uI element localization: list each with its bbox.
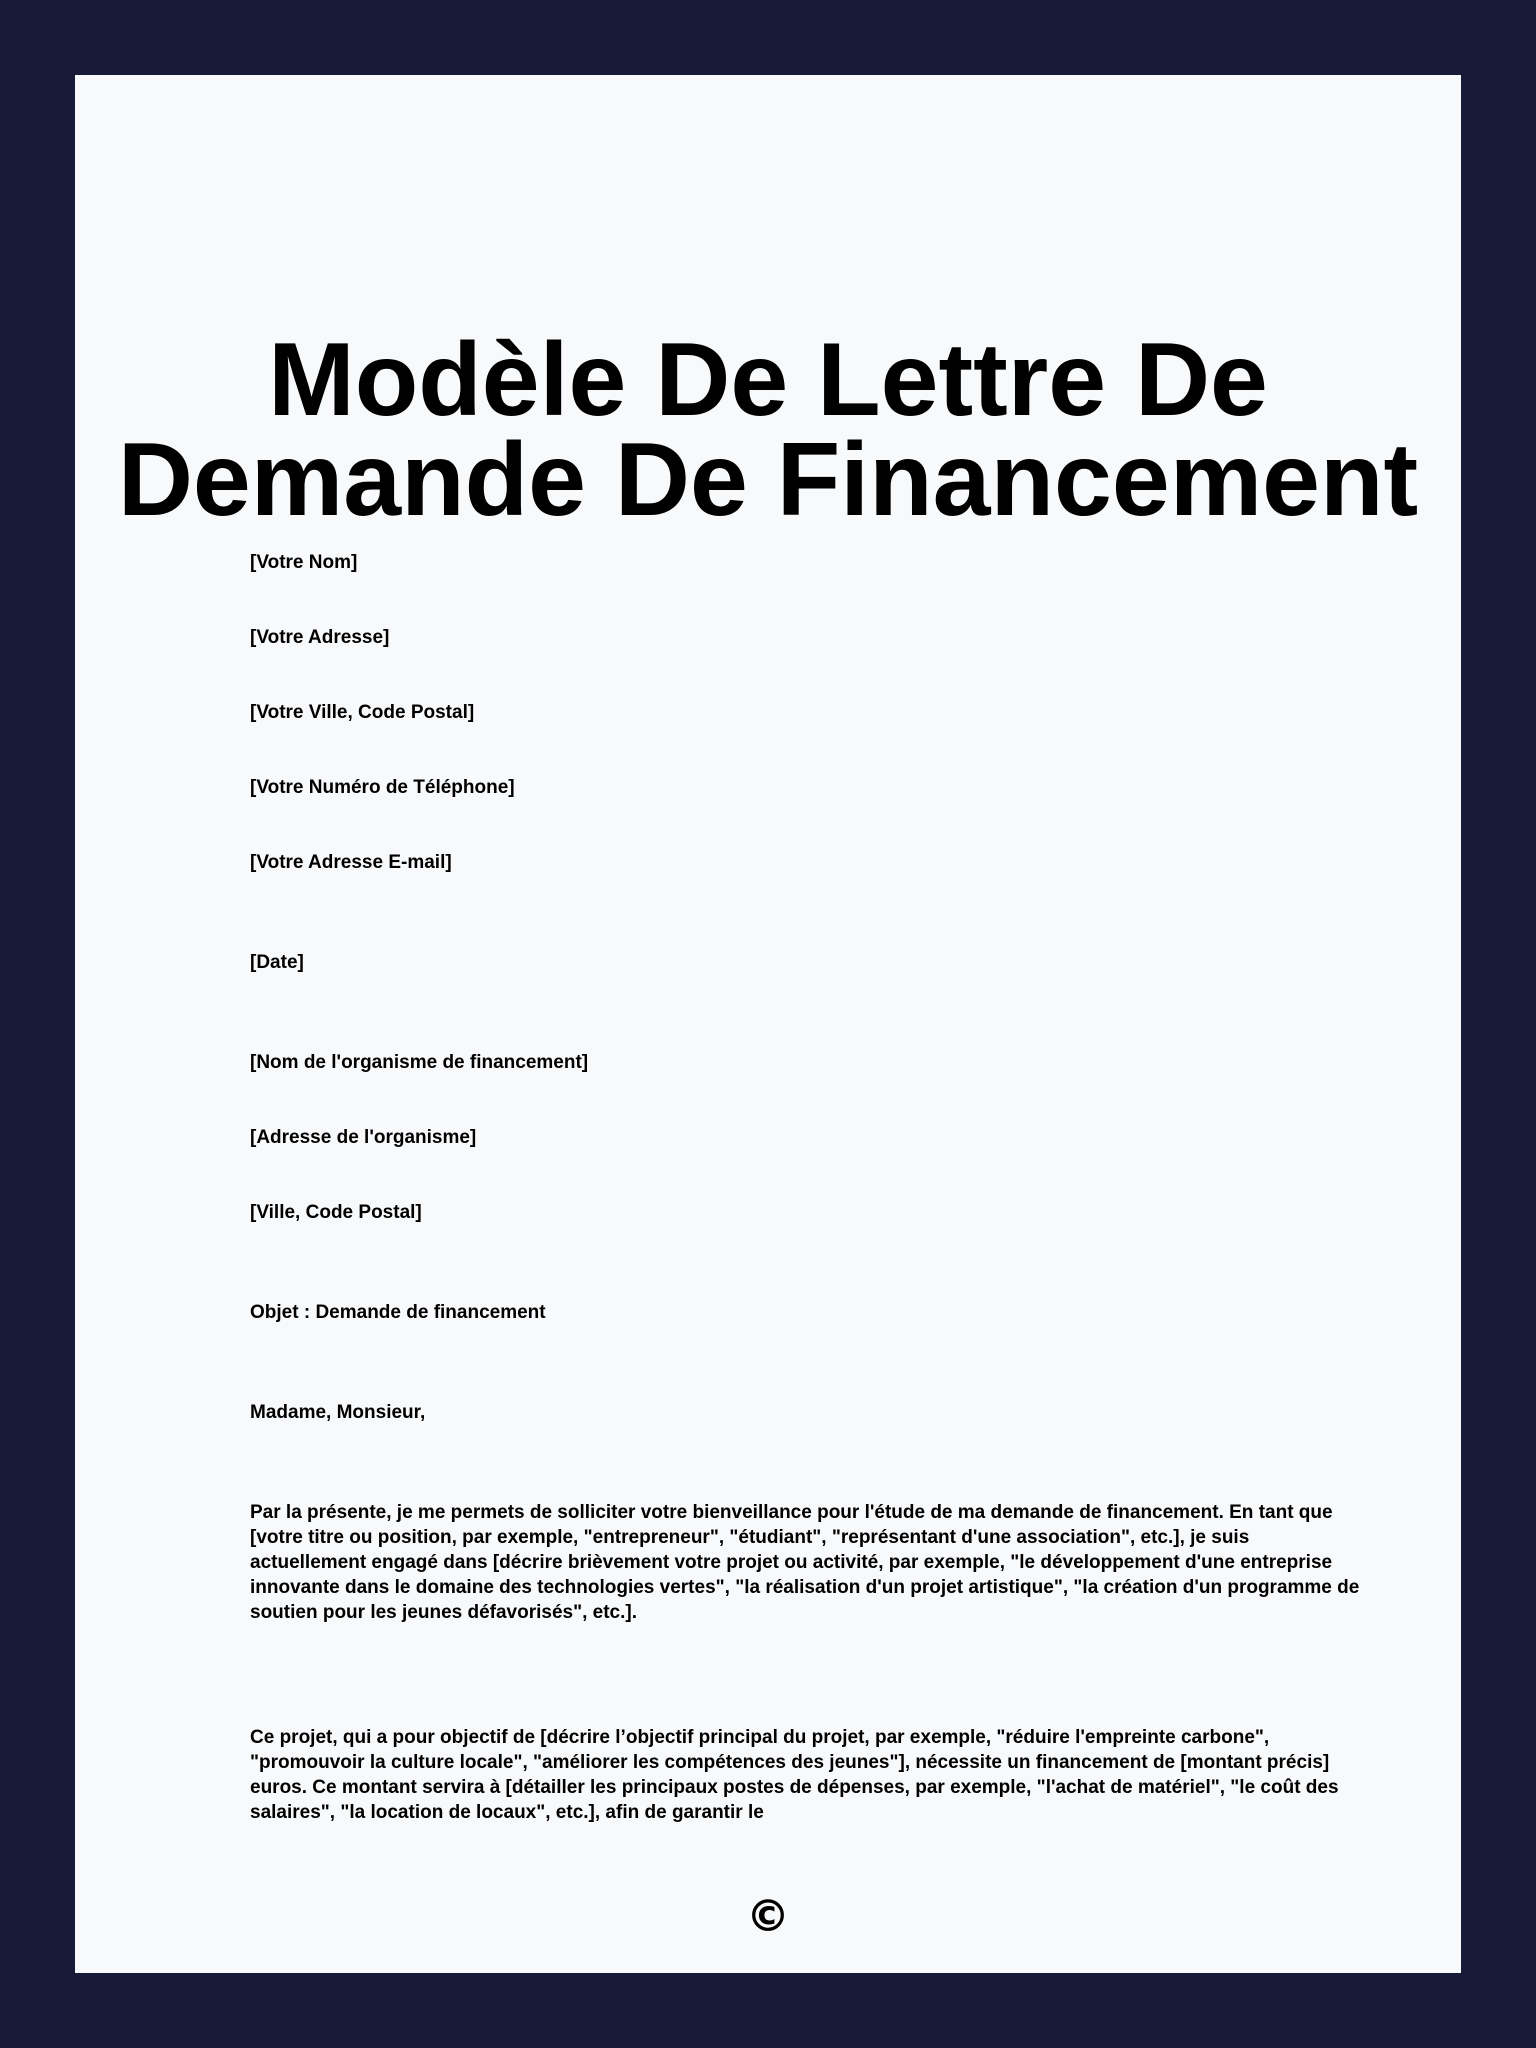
title-line-2: Demande De Financement bbox=[117, 422, 1419, 538]
sender-city: [Votre Ville, Code Postal] bbox=[250, 702, 475, 723]
sender-address: [Votre Adresse] bbox=[250, 627, 390, 648]
sender-phone: [Votre Numéro de Téléphone] bbox=[250, 777, 515, 798]
recipient-city: [Ville, Code Postal] bbox=[250, 1202, 422, 1223]
recipient-name: [Nom de l'organisme de financement] bbox=[250, 1052, 589, 1073]
body-paragraph-2: Ce projet, qui a pour objectif de [décrire l’objectif principal du projet, par exemple, "réduire l'empreinte carbone", "promouvoir la culture locale", "améliorer les compétences des jeunes"], nécessite un financement de [montant précis] euros. Ce montant servira à [détailler les principaux postes de dépenses, par exemple, "l'achat de matériel", "le coût des salaires", "la location de locaux", etc.], afin de garantir le bbox=[250, 1727, 1339, 1823]
document-page bbox=[75, 75, 1461, 1973]
letter-subject: Objet : Demande de financement bbox=[250, 1302, 546, 1323]
letter-date: [Date] bbox=[250, 952, 304, 973]
copyright-icon: © bbox=[746, 1891, 790, 1942]
title-line-1: Modèle De Lettre De bbox=[268, 322, 1268, 438]
document-title bbox=[75, 322, 1461, 538]
recipient-address: [Adresse de l'organisme] bbox=[250, 1127, 477, 1148]
body-paragraph-1: Par la présente, je me permets de solliciter votre bienveillance pour l'étude de ma demande de financement. En tant que [votre titre ou position, par exemple, "entrepreneur", "étudiant", "représentant d'une association", etc.], je suis actuellement engagé dans [décrire brièvement votre projet ou activité, par exemple, "le développement d'une entreprise innovante dans le domaine des technologies vertes", "la réalisation d'un projet artistique", "la création d'un programme de soutien pour les jeunes défavorisés", etc.]. bbox=[250, 1502, 1360, 1623]
sender-name: [Votre Nom] bbox=[250, 552, 358, 573]
sender-email: [Votre Adresse E-mail] bbox=[250, 852, 452, 873]
letter-salutation: Madame, Monsieur, bbox=[250, 1402, 426, 1423]
